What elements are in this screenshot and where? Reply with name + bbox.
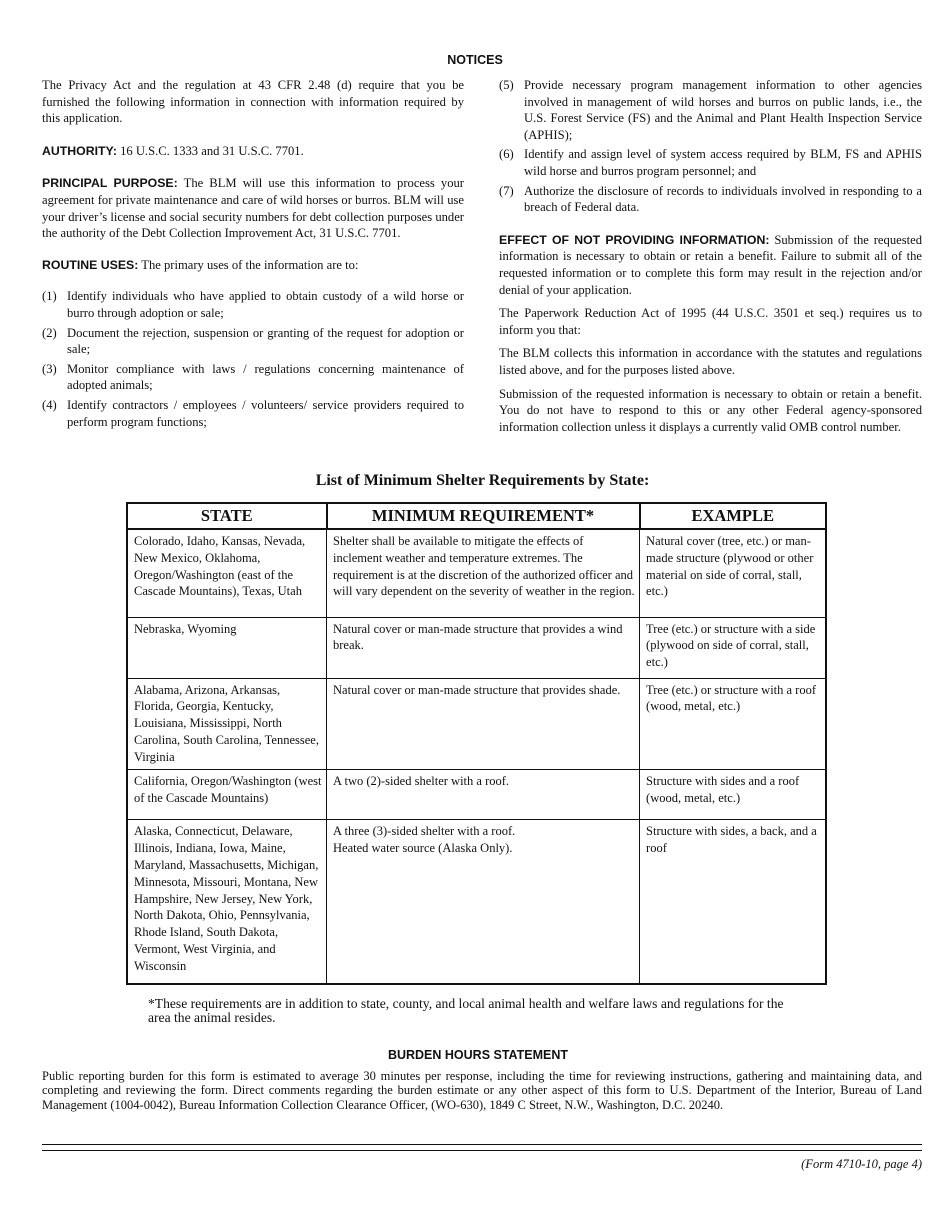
column-header-requirement: MINIMUM REQUIREMENT* — [327, 503, 640, 529]
state-cell: Alabama, Arizona, Arkansas, Florida, Georgia, Kentucky, Louisiana, Mississippi, North Carolina, South Carolina, Tennessee, Virginia — [127, 678, 327, 770]
column-header-state: STATE — [127, 503, 327, 529]
table-footnote: *These requirements are in addition to state, county, and local animal health and welfare laws and regulations for the area the animal resides. — [148, 996, 784, 1025]
requirement-cell — [327, 820, 640, 984]
principal-purpose-label: PRINCIPAL PURPOSE: — [42, 176, 178, 191]
requirement-cell: Natural cover or man-made structure that provides shade. — [327, 678, 640, 770]
table-row — [127, 617, 826, 678]
form-page-reference: (Form 4710-10, page 4) — [801, 1157, 922, 1171]
routine-uses-label: ROUTINE USES: — [42, 257, 139, 272]
requirement-extra-text: Heated water source (Alaska Only). — [333, 841, 513, 856]
privacy-intro: The Privacy Act and the regulation at 43 CFR 2.48 (d) require that you be furnished the following information in connection with information required by this application. — [42, 78, 464, 126]
principal-purpose-text: The BLM will use this information to process your agreement for private maintenance and care of wild horses or burros. BLM will use your driver’s license and social security numbers for debt collection purposes under the authority of the Debt Collection Improvement Act, 31 U.S.C. 7701. — [42, 176, 465, 241]
list-item: (5) Provide necessary program management information to other agencies involved in management of wild horses and burros on public lands, i.e., the U.S. Forest Service (FS) and the Animal and Plant Health Inspection Service (APHIS); — [499, 78, 922, 142]
divider-line — [42, 1144, 922, 1145]
authority-label: AUTHORITY: — [42, 143, 117, 158]
routine-uses-text: The primary uses of the information are to: — [141, 257, 359, 272]
divider-line — [42, 1150, 922, 1151]
state-cell: Nebraska, Wyoming — [127, 617, 327, 678]
table-row — [127, 770, 826, 820]
routine-uses-paragraph — [42, 257, 464, 274]
effect-paragraph — [499, 232, 922, 298]
column-header-example: EXAMPLE — [640, 503, 826, 529]
list-item: (4) Identify contractors / employees / volunteers/ service providers required to perform program functions; — [42, 397, 464, 429]
submission-paragraph: Submission of the requested information is necessary to obtain or retain a benefit. You do not have to respond to this or any other Federal agency-sponsored information collection unless it displays a currently valid OMB control number. — [499, 386, 922, 434]
paperwork-paragraph: The Paperwork Reduction Act of 1995 (44 U.S.C. 3501 et seq.) requires us to inform you that: — [499, 306, 922, 337]
notices-left-column — [42, 77, 464, 430]
shelter-table-title: List of Minimum Shelter Requirements by State: — [315, 472, 650, 489]
example-cell: Natural cover (tree, etc.) or man-made structure (plywood or other material on side of corral, stall, etc.) — [640, 529, 826, 617]
routine-uses-list-right — [499, 77, 922, 216]
effect-text: Submission of the requested information is necessary to obtain or retain a benefit. Failure to submit all of the requested information or to complete this form may result in the rejection and/or denial of your application. — [499, 232, 922, 297]
list-item: (2) Document the rejection, suspension or granting of the request for adoption or sale; — [42, 325, 464, 357]
authority-text: 16 U.S.C. 1333 and 31 U.S.C. 7701. — [120, 143, 304, 158]
notices-title: NOTICES — [447, 53, 503, 67]
list-item: (7) Authorize the disclosure of records to individuals involved in responding to a breach of Federal data. — [499, 183, 922, 215]
example-cell: Structure with sides and a roof (wood, metal, etc.) — [640, 770, 826, 820]
routine-uses-list-left — [42, 288, 464, 430]
state-cell: Alaska, Connecticut, Delaware, Illinois, Indiana, Iowa, Maine, Maryland, Massachusetts, Michigan, Minnesota, Missouri, Montana, New Hampshire, New Jersey, New York, North Dakota, Ohio, Pennsylvania, Rhode Island, South Dakota, Vermont, West Virginia, and Wisconsin — [127, 820, 327, 984]
collects-paragraph: The BLM collects this information in accordance with the statutes and regulations listed above, and for the purposes listed above. — [499, 346, 922, 377]
effect-label: EFFECT OF NOT PROVIDING INFORMATION: — [499, 232, 770, 247]
requirement-text: A three (3)-sided shelter with a roof. — [333, 824, 516, 839]
shelter-requirements-table — [126, 502, 827, 985]
state-cell: Colorado, Idaho, Kansas, Nevada, New Mexico, Oklahoma, Oregon/Washington (east of the Cascade Mountains), Texas, Utah — [127, 529, 327, 617]
requirement-cell: A two (2)-sided shelter with a roof. — [327, 770, 640, 820]
example-cell: Tree (etc.) or structure with a side (plywood on side of corral, stall, etc.) — [640, 617, 826, 678]
authority-paragraph — [42, 143, 464, 160]
burden-hours-title: BURDEN HOURS STATEMENT — [387, 1048, 569, 1062]
principal-purpose-paragraph — [42, 175, 464, 241]
burden-hours-text: Public reporting burden for this form is estimated to average 30 minutes per response, including the time for reviewing instructions, gathering and maintaining data, and completing and reviewing the form. Direct comments regarding the burden estimate or any other aspect of this form to U.S. Department of the Interior, Bureau of Land Management (1004-0042), Bureau Information Collection Clearance Officer, (WO-630), 1849 C Street, N.W., Washington, D.C. 20240. — [42, 1069, 922, 1112]
example-cell: Tree (etc.) or structure with a roof (wood, metal, etc.) — [640, 678, 826, 770]
table-row — [127, 529, 826, 617]
list-item: (3) Monitor compliance with laws / regulations concerning maintenance of adopted animals; — [42, 361, 464, 393]
table-header-row — [127, 503, 826, 529]
state-cell: California, Oregon/Washington (west of the Cascade Mountains) — [127, 770, 327, 820]
table-row — [127, 820, 826, 984]
requirement-cell: Natural cover or man-made structure that provides a wind break. — [327, 617, 640, 678]
list-item: (1) Identify individuals who have applied to obtain custody of a wild horse or burro through adoption or sale; — [42, 289, 464, 320]
requirement-cell: Shelter shall be available to mitigate the effects of inclement weather and temperature extremes. The requirement is at the discretion of the authorized officer and will vary dependent on the severity of weather in the region. — [327, 529, 640, 617]
example-cell: Structure with sides, a back, and a roof — [640, 820, 826, 984]
notices-right-column — [499, 77, 922, 435]
table-row — [127, 678, 826, 770]
list-item: (6) Identify and assign level of system access required by BLM, FS and APHIS wild horse and burros program personnel; and — [499, 147, 922, 178]
